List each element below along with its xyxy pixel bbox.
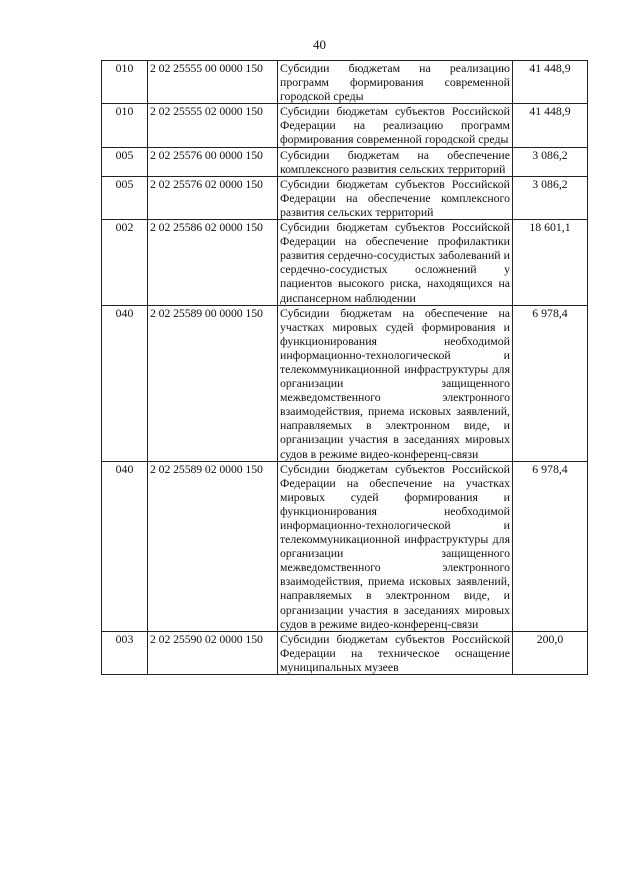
table-row [102, 220, 588, 306]
admin-code-cell: 010 [102, 61, 148, 104]
admin-code-cell: 003 [102, 631, 148, 674]
revenue-name-cell: Субсидии бюджетам субъектов Российской Федерации на техническое оснащение муниципальных музеев [278, 631, 513, 674]
amount-cell: 18 601,1 [513, 220, 588, 306]
revenue-name-cell: Субсидии бюджетам субъектов Российской Федерации на обеспечение профилактики развития сердечно-сосудистых заболеваний и сердечно-сосудистых осложнений у пациентов высокого риска, находящихся на диспансерном наблюдении [278, 220, 513, 306]
budget-classification-code-cell: 2 02 25589 00 0000 150 [148, 305, 278, 461]
page-number: 40 [313, 37, 326, 52]
budget-classification-code-cell: 2 02 25586 02 0000 150 [148, 220, 278, 306]
budget-classification-code-cell: 2 02 25590 02 0000 150 [148, 631, 278, 674]
admin-code-cell: 002 [102, 220, 148, 306]
revenue-name-cell: Субсидии бюджетам на обеспечение на участках мировых судей формирования и функционирования необходимой информационно-технологической и телекоммуникационной инфраструктуры для организации защищенного межведомственного электронного взаимодействия, приема исковых заявлений, направляемых в электронном виде, и организации участия в заседаниях мировых судов в режиме видео-конференц-связи [278, 305, 513, 461]
amount-cell: 3 086,2 [513, 176, 588, 219]
table-row [102, 147, 588, 176]
amount-cell: 3 086,2 [513, 147, 588, 176]
amount-cell: 41 448,9 [513, 104, 588, 147]
table-row [102, 104, 588, 147]
admin-code-cell: 005 [102, 176, 148, 219]
budget-classification-code-cell: 2 02 25576 02 0000 150 [148, 176, 278, 219]
revenue-name-cell: Субсидии бюджетам субъектов Российской Федерации на обеспечение комплексного развития сельских территорий [278, 176, 513, 219]
table-row [102, 61, 588, 104]
revenue-name-cell: Субсидии бюджетам на обеспечение комплексного развития сельских территорий [278, 147, 513, 176]
amount-cell: 41 448,9 [513, 61, 588, 104]
table-row [102, 176, 588, 219]
admin-code-cell: 040 [102, 305, 148, 461]
admin-code-cell: 010 [102, 104, 148, 147]
amount-cell: 6 978,4 [513, 461, 588, 631]
revenue-name-cell: Субсидии бюджетам на реализацию программ формирования современной городской среды [278, 61, 513, 104]
admin-code-cell: 005 [102, 147, 148, 176]
table-row [102, 305, 588, 461]
budget-classification-code-cell: 2 02 25555 02 0000 150 [148, 104, 278, 147]
amount-cell: 6 978,4 [513, 305, 588, 461]
budget-classification-code-cell: 2 02 25576 00 0000 150 [148, 147, 278, 176]
revenue-name-cell: Субсидии бюджетам субъектов Российской Федерации на реализацию программ формирования современной городской среды [278, 104, 513, 147]
table-row [102, 461, 588, 631]
table-row [102, 631, 588, 674]
table-body [102, 61, 588, 675]
admin-code-cell: 040 [102, 461, 148, 631]
revenue-name-cell: Субсидии бюджетам субъектов Российской Федерации на обеспечение на участках мировых судей формирования и функционирования необходимой информационно-технологической и телекоммуникационной инфраструктуры для организации защищенного межведомственного электронного взаимодействия, приема исковых заявлений, направляемых в электронном виде, и организации участия в заседаниях мировых судов в режиме видео-конференц-связи [278, 461, 513, 631]
budget-revenue-table [101, 60, 588, 675]
budget-classification-code-cell: 2 02 25589 02 0000 150 [148, 461, 278, 631]
amount-cell: 200,0 [513, 631, 588, 674]
budget-classification-code-cell: 2 02 25555 00 0000 150 [148, 61, 278, 104]
